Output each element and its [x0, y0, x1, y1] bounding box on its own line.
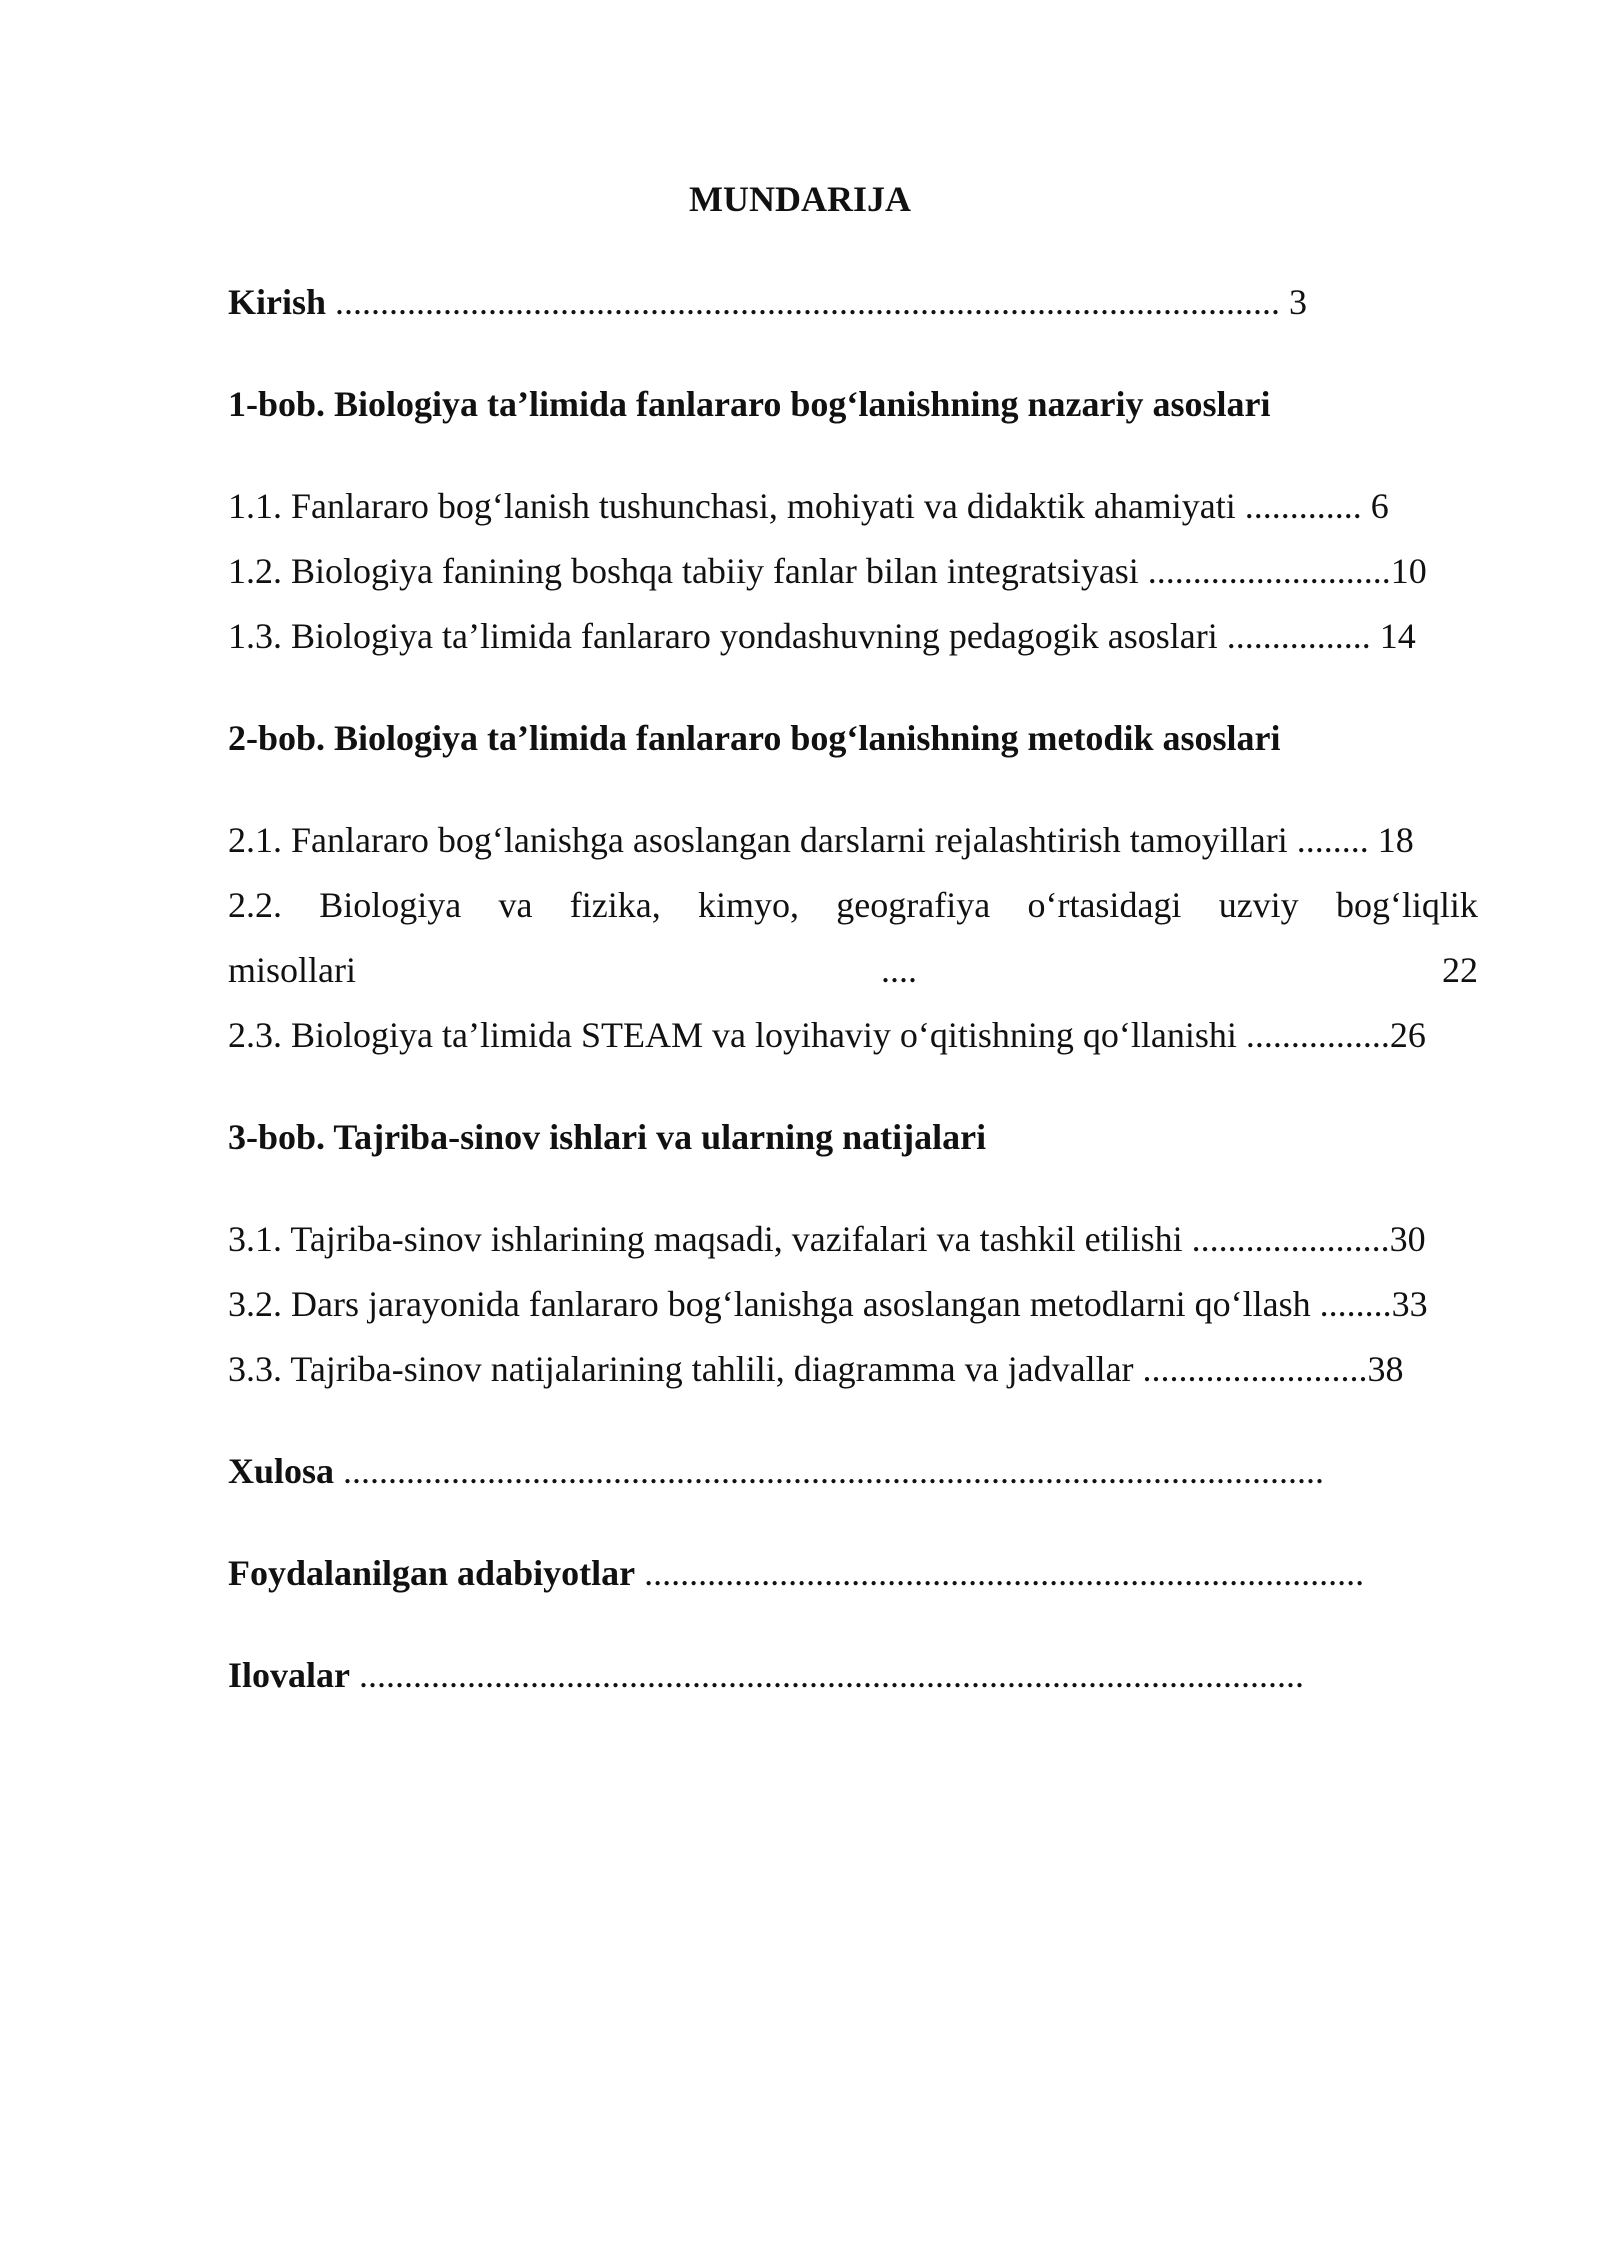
- toc-word: uzviy: [1218, 885, 1299, 925]
- toc-entry-1-2: 1.2. Biologiya fanining boshqa tabiiy fanlar bilan integratsiyasi ...........................10: [228, 551, 1427, 591]
- chapter-heading-2: 2-bob. Biologiya ta’limida fanlararo bog‘lanishning metodik asoslari: [228, 718, 1281, 758]
- toc-page-number: 3: [1280, 282, 1308, 322]
- toc-entry-3-2: 3.2. Dars jarayonida fanlararo bog‘lanishga asoslangan metodlarni qo‘llash ........33: [228, 1284, 1428, 1324]
- toc-word: Biologiya: [319, 885, 462, 925]
- toc-leader-dots: .........................................................................................................: [326, 282, 1281, 322]
- toc-word: va: [498, 885, 533, 925]
- toc-title: MUNDARIJA: [689, 179, 911, 219]
- toc-entry-conclusion: [228, 1449, 1324, 1493]
- toc-leader-dots: .............................................................................................................: [334, 1451, 1325, 1491]
- toc-word: 2.2.: [228, 885, 282, 925]
- toc-entry-label: Kirish: [228, 282, 327, 322]
- toc-word: kimyo,: [698, 885, 800, 925]
- toc-entry-label: Xulosa: [228, 1451, 335, 1491]
- toc-entry-label: Foydalanilgan adabiyotlar: [228, 1553, 636, 1593]
- toc-entry-1-1: 1.1. Fanlararo bog‘lanish tushunchasi, mohiyati va didaktik ahamiyati ............. 6: [228, 486, 1389, 526]
- toc-word: misollari: [228, 950, 356, 990]
- toc-entry-3-3: 3.3. Tajriba-sinov natijalarining tahlili, diagramma va jadvallar .........................38: [228, 1349, 1404, 1389]
- toc-entry-2-2-line2: [228, 948, 1478, 992]
- toc-entry-2-3: 2.3. Biologiya ta’limida STEAM va loyihaviy o‘qitishning qo‘llanishi ................26: [228, 1015, 1426, 1055]
- chapter-heading-1: 1-bob. Biologiya ta’limida fanlararo bog‘lanishning nazariy asoslari: [228, 384, 1271, 424]
- toc-entry-1-3: 1.3. Biologiya ta’limida fanlararo yondashuvning pedagogik asoslari ................ 14: [228, 616, 1416, 656]
- toc-leader-dots: ....: [881, 950, 917, 990]
- toc-entry-references: [228, 1551, 1364, 1595]
- toc-leader-dots: .........................................................................................................: [350, 1655, 1304, 1695]
- toc-leader-dots: ................................................................................: [635, 1553, 1365, 1593]
- toc-entry-label: Ilovalar: [228, 1655, 350, 1695]
- toc-entry-2-2-line1: [228, 883, 1478, 927]
- toc-word: bog‘liqlik: [1335, 885, 1478, 925]
- toc-entry-3-1: 3.1. Tajriba-sinov ishlarining maqsadi, vazifalari va tashkil etilishi ......................30: [228, 1219, 1426, 1259]
- toc-page-number: 22: [1442, 950, 1478, 990]
- toc-entry-intro: [228, 280, 1307, 324]
- toc-word: geografiya: [836, 885, 991, 925]
- toc-word: fizika,: [569, 885, 661, 925]
- toc-entry-2-1: 2.1. Fanlararo bog‘lanishga asoslangan darslarni rejalashtirish tamoyillari ........ 18: [228, 820, 1414, 860]
- toc-entry-appendix: [228, 1653, 1304, 1697]
- chapter-heading-3: 3-bob. Tajriba-sinov ishlari va ularning natijalari: [228, 1117, 987, 1157]
- toc-word: o‘rtasidagi: [1027, 885, 1182, 925]
